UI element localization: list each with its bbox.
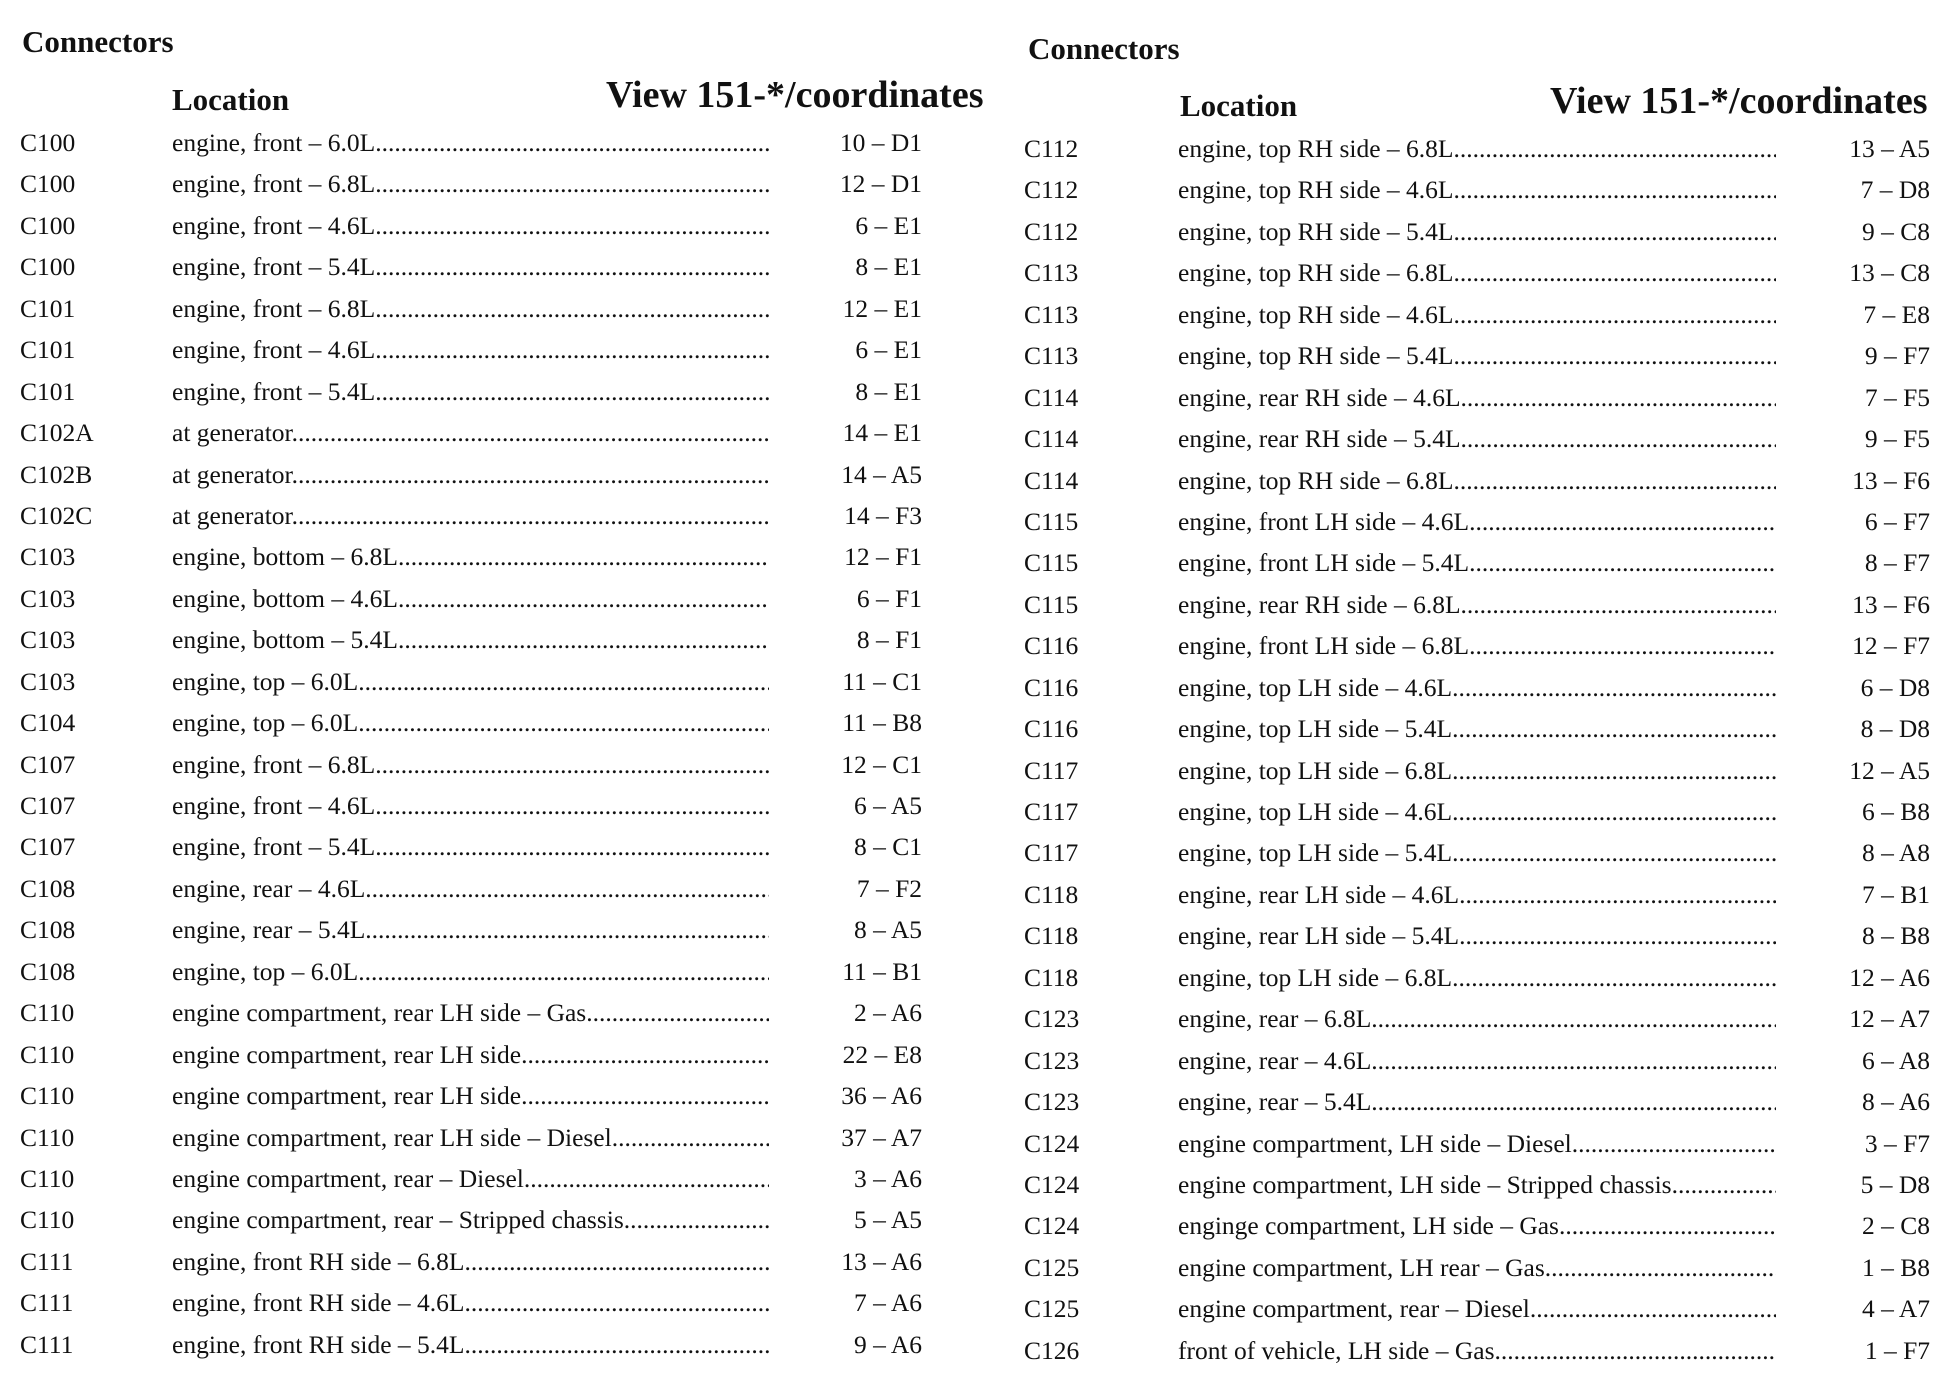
table-row bbox=[1010, 1336, 1938, 1377]
table-row bbox=[0, 418, 990, 459]
connector-id: C110 bbox=[20, 1039, 75, 1069]
table-row bbox=[0, 501, 990, 542]
connector-location: engine, rear RH side – 4.6L ..... bbox=[1178, 383, 1776, 413]
view-coordinates: 1 – B8 bbox=[1861, 1252, 1930, 1282]
connector-id: C107 bbox=[20, 749, 76, 779]
location-column-header: Location bbox=[172, 82, 290, 117]
connector-id: C114 bbox=[1024, 424, 1079, 454]
table-row bbox=[0, 750, 990, 791]
connector-location: engine, front – 5.4L ..... bbox=[172, 832, 769, 862]
connector-id: C124 bbox=[1024, 1169, 1080, 1199]
connector-id: C110 bbox=[20, 1163, 75, 1193]
table-row bbox=[1010, 383, 1938, 424]
table-row bbox=[1010, 880, 1938, 921]
connector-list bbox=[1010, 134, 1938, 1377]
table-row bbox=[1010, 1211, 1938, 1252]
connector-id: C107 bbox=[20, 832, 76, 862]
view-coordinates: 2 – C8 bbox=[1861, 1211, 1930, 1241]
table-row bbox=[0, 832, 990, 873]
view-coordinates: 12 – A7 bbox=[1849, 1004, 1930, 1034]
connector-id: C124 bbox=[1024, 1211, 1080, 1241]
connector-location: engine, bottom – 6.8L ..... bbox=[172, 542, 769, 572]
view-coordinates: 7 – F2 bbox=[856, 873, 922, 903]
connector-id: C117 bbox=[1024, 797, 1079, 826]
view-coordinates: 13 – A5 bbox=[1849, 134, 1930, 163]
table-row bbox=[1010, 921, 1938, 962]
connector-location: engine, rear – 6.8L ..... bbox=[1178, 1004, 1776, 1034]
connector-id: C110 bbox=[20, 1205, 75, 1235]
connector-id: C114 bbox=[1024, 382, 1079, 412]
connector-location: engine, rear – 4.6L ..... bbox=[172, 874, 769, 904]
table-row bbox=[0, 1288, 990, 1329]
view-coordinates: 8 – F7 bbox=[1864, 548, 1930, 578]
connector-id: C115 bbox=[1024, 506, 1079, 536]
view-coordinates: 13 – F6 bbox=[1852, 589, 1930, 619]
table-row bbox=[0, 128, 990, 169]
table-row bbox=[1010, 217, 1938, 258]
connector-id: C108 bbox=[20, 956, 76, 986]
connector-id: C103 bbox=[20, 625, 76, 655]
connector-id: C101 bbox=[20, 376, 76, 406]
view-coordinates: 8 – E1 bbox=[855, 252, 922, 282]
section-title: Connectors bbox=[1028, 31, 1180, 66]
view-coordinates: 9 – F5 bbox=[1864, 424, 1930, 454]
connector-id: C102B bbox=[20, 459, 93, 489]
connector-location: engine compartment, LH side – Stripped chassis ..... bbox=[1178, 1170, 1776, 1200]
view-coordinates: 8 – C1 bbox=[853, 832, 922, 862]
connector-location: engine compartment, rear LH side – Diesel ..... bbox=[172, 1123, 769, 1153]
table-row bbox=[1010, 507, 1938, 548]
connector-id: C126 bbox=[1024, 1335, 1080, 1365]
connector-id: C111 bbox=[20, 1246, 74, 1276]
connector-id: C112 bbox=[1024, 134, 1079, 163]
connector-id: C114 bbox=[1024, 465, 1079, 495]
view-coordinates: 11 – B8 bbox=[842, 708, 922, 738]
connector-list bbox=[0, 128, 990, 1371]
view-coordinates: 6 – E1 bbox=[855, 210, 922, 240]
view-coordinates: 8 – A6 bbox=[1861, 1087, 1930, 1117]
connector-location: engine, front – 4.6L ..... bbox=[172, 791, 769, 821]
connector-location: engine, rear LH side – 4.6L ..... bbox=[1178, 880, 1776, 910]
connector-location: engine, front RH side – 6.8L ..... bbox=[172, 1247, 769, 1277]
connector-location: engine, rear – 5.4L ..... bbox=[172, 915, 769, 945]
view-coordinates: 8 – A8 bbox=[1861, 838, 1930, 868]
connector-id: C118 bbox=[1024, 921, 1079, 951]
connector-id: C115 bbox=[1024, 589, 1079, 619]
view-coordinates: 10 – D1 bbox=[839, 128, 922, 157]
connector-id: C102A bbox=[20, 418, 94, 448]
view-coordinates: 8 – A5 bbox=[853, 915, 922, 945]
connector-location: enginge compartment, LH side – Gas ..... bbox=[1178, 1211, 1776, 1241]
connector-id: C101 bbox=[20, 293, 76, 323]
view-coordinates: 14 – F3 bbox=[844, 500, 922, 530]
view-coordinates: 12 – D1 bbox=[839, 169, 922, 199]
connector-id: C103 bbox=[20, 583, 76, 613]
connector-id: C104 bbox=[20, 708, 76, 738]
connector-id: C118 bbox=[1024, 962, 1079, 992]
table-row bbox=[1010, 1253, 1938, 1294]
table-row bbox=[1010, 838, 1938, 879]
table-row bbox=[1010, 1294, 1938, 1335]
connector-id: C102C bbox=[20, 500, 93, 530]
view-coordinates: 5 – A5 bbox=[853, 1205, 922, 1235]
connector-id: C110 bbox=[20, 1122, 75, 1152]
connector-location: engine, rear RH side – 6.8L ..... bbox=[1178, 590, 1776, 620]
table-row bbox=[0, 1040, 990, 1081]
view-coordinates: 6 – A5 bbox=[853, 791, 922, 820]
table-row bbox=[0, 998, 990, 1039]
table-row bbox=[0, 957, 990, 998]
connector-id: C117 bbox=[1024, 838, 1079, 868]
connector-location: front of vehicle, LH side – Gas ..... bbox=[1178, 1336, 1776, 1366]
connector-id: C108 bbox=[20, 915, 76, 945]
connector-id: C111 bbox=[20, 1329, 74, 1359]
connector-location: engine, bottom – 4.6L ..... bbox=[172, 584, 769, 614]
connector-location: engine, front LH side – 6.8L ..... bbox=[1178, 631, 1776, 661]
connector-id: C108 bbox=[20, 873, 76, 903]
connector-location: engine, top RH side – 5.4L ..... bbox=[1178, 341, 1776, 371]
table-row bbox=[0, 874, 990, 915]
view-coordinates: 6 – A8 bbox=[1861, 1045, 1930, 1075]
view-coordinates: 3 – F7 bbox=[1864, 1128, 1930, 1158]
table-row bbox=[0, 1205, 990, 1246]
table-row bbox=[1010, 673, 1938, 714]
connector-id: C100 bbox=[20, 128, 76, 157]
connector-location: engine compartment, rear LH side ..... bbox=[172, 1081, 769, 1111]
table-row bbox=[1010, 1170, 1938, 1211]
connector-id: C118 bbox=[1024, 879, 1079, 909]
connector-location: engine, top LH side – 4.6L ..... bbox=[1178, 797, 1776, 827]
connector-location: engine, top LH side – 6.8L ..... bbox=[1178, 963, 1776, 993]
connector-location: engine compartment, LH rear – Gas ..... bbox=[1178, 1253, 1776, 1283]
connector-location: engine, rear – 5.4L ..... bbox=[1178, 1087, 1776, 1117]
connector-location: engine, top LH side – 4.6L ..... bbox=[1178, 673, 1776, 703]
view-coordinates: 13 – A6 bbox=[841, 1246, 922, 1276]
connector-location: engine compartment, LH side – Diesel ..... bbox=[1178, 1129, 1776, 1159]
table-row bbox=[1010, 714, 1938, 755]
view-coordinates: 6 – B8 bbox=[1861, 797, 1930, 826]
connector-id: C125 bbox=[1024, 1252, 1080, 1282]
table-row bbox=[1010, 258, 1938, 299]
connector-location: engine, front – 6.8L ..... bbox=[172, 169, 769, 199]
view-coordinates: 7 – F5 bbox=[1864, 382, 1930, 412]
table-row bbox=[0, 460, 990, 501]
table-row bbox=[1010, 1046, 1938, 1087]
view-coordinates: 14 – E1 bbox=[842, 418, 922, 448]
view-coordinates: 11 – B1 bbox=[842, 956, 922, 986]
connector-location: engine, front LH side – 5.4L ..... bbox=[1178, 548, 1776, 578]
table-row bbox=[0, 625, 990, 666]
view-coordinates: 9 – F7 bbox=[1864, 341, 1930, 371]
connector-location: at generator ..... bbox=[172, 501, 769, 531]
connector-id: C107 bbox=[20, 791, 76, 820]
connector-id: C103 bbox=[20, 542, 76, 572]
connector-id: C117 bbox=[1024, 755, 1079, 785]
view-coordinates: 8 – E1 bbox=[855, 376, 922, 406]
table-row bbox=[0, 584, 990, 625]
connector-location: engine, rear RH side – 5.4L ..... bbox=[1178, 424, 1776, 454]
view-coordinates: 13 – C8 bbox=[1849, 258, 1930, 288]
table-row bbox=[0, 1330, 990, 1371]
connector-id: C125 bbox=[1024, 1294, 1080, 1324]
connector-location: engine, top RH side – 6.8L ..... bbox=[1178, 258, 1776, 288]
connector-location: engine, front – 4.6L ..... bbox=[172, 335, 769, 365]
table-row bbox=[1010, 1004, 1938, 1045]
table-row bbox=[1010, 341, 1938, 382]
table-row bbox=[0, 915, 990, 956]
location-column-header: Location bbox=[1180, 88, 1298, 123]
table-row bbox=[1010, 756, 1938, 797]
connector-location: engine, top RH side – 6.8L ..... bbox=[1178, 134, 1776, 164]
table-row bbox=[1010, 134, 1938, 175]
connector-id: C110 bbox=[20, 1081, 75, 1111]
view-coordinates: 6 – F1 bbox=[856, 583, 922, 613]
view-coordinates: 7 – B1 bbox=[1861, 879, 1930, 909]
view-coordinates: 4 – A7 bbox=[1861, 1294, 1930, 1324]
table-row bbox=[1010, 631, 1938, 672]
connector-id: C101 bbox=[20, 335, 76, 365]
view-coordinates: 8 – D8 bbox=[1860, 714, 1930, 744]
connector-id: C112 bbox=[1024, 175, 1079, 205]
view-coordinates: 11 – C1 bbox=[842, 666, 922, 696]
view-coordinates: 14 – A5 bbox=[841, 459, 922, 489]
connector-location: engine, top – 6.0L ..... bbox=[172, 708, 769, 738]
connector-location: engine, top LH side – 5.4L ..... bbox=[1178, 838, 1776, 868]
connector-id: C110 bbox=[20, 998, 75, 1028]
view-coordinates: 5 – D8 bbox=[1860, 1169, 1930, 1199]
connector-location: engine, rear LH side – 5.4L ..... bbox=[1178, 921, 1776, 951]
connector-id: C123 bbox=[1024, 1087, 1080, 1117]
connector-id: C116 bbox=[1024, 714, 1079, 744]
connector-id: C100 bbox=[20, 210, 76, 240]
view-coordinates: 6 – E1 bbox=[855, 335, 922, 365]
view-coordinates: 2 – A6 bbox=[853, 998, 922, 1028]
table-row bbox=[1010, 424, 1938, 465]
table-row bbox=[0, 335, 990, 376]
table-row bbox=[0, 211, 990, 252]
table-row bbox=[1010, 1087, 1938, 1128]
connector-location: engine, front RH side – 4.6L ..... bbox=[172, 1288, 769, 1318]
connector-id: C124 bbox=[1024, 1128, 1080, 1158]
table-row bbox=[1010, 797, 1938, 838]
connector-location: engine, top – 6.0L ..... bbox=[172, 667, 769, 697]
view-coordinates: 12 – C1 bbox=[841, 749, 922, 779]
connector-location: engine, top – 6.0L ..... bbox=[172, 957, 769, 987]
connector-location: engine, top LH side – 6.8L ..... bbox=[1178, 756, 1776, 786]
connector-id: C100 bbox=[20, 169, 76, 199]
view-coordinates-column-header: View 151-*/coordinates bbox=[1550, 80, 1928, 122]
view-coordinates: 8 – F1 bbox=[856, 625, 922, 655]
connector-location: engine, top RH side – 4.6L ..... bbox=[1178, 175, 1776, 205]
connector-location: engine, front – 6.0L ..... bbox=[172, 128, 769, 158]
table-row bbox=[0, 1247, 990, 1288]
connector-location: engine, front – 5.4L ..... bbox=[172, 377, 769, 407]
connector-location: engine, front – 4.6L ..... bbox=[172, 211, 769, 241]
connector-location: at generator ..... bbox=[172, 460, 769, 490]
view-coordinates: 1 – F7 bbox=[1864, 1335, 1930, 1365]
view-coordinates-column-header: View 151-*/coordinates bbox=[606, 74, 984, 116]
view-coordinates: 36 – A6 bbox=[841, 1081, 922, 1111]
table-row bbox=[1010, 548, 1938, 589]
connector-location: engine compartment, rear LH side ..... bbox=[172, 1040, 769, 1070]
table-row bbox=[1010, 466, 1938, 507]
connector-id: C123 bbox=[1024, 1045, 1080, 1075]
view-coordinates: 6 – F7 bbox=[1864, 506, 1930, 536]
connector-id: C113 bbox=[1024, 258, 1079, 288]
table-row bbox=[0, 1123, 990, 1164]
table-row bbox=[1010, 963, 1938, 1004]
view-coordinates: 9 – C8 bbox=[1861, 216, 1930, 246]
connector-location: engine, rear – 4.6L ..... bbox=[1178, 1046, 1776, 1076]
table-row bbox=[0, 708, 990, 749]
table-row bbox=[0, 169, 990, 210]
view-coordinates: 12 – F7 bbox=[1852, 631, 1930, 661]
section-title: Connectors bbox=[22, 24, 174, 59]
connector-id: C115 bbox=[1024, 548, 1079, 578]
view-coordinates: 12 – F1 bbox=[844, 542, 922, 572]
connector-location: engine, front – 6.8L ..... bbox=[172, 750, 769, 780]
view-coordinates: 37 – A7 bbox=[841, 1122, 922, 1152]
connector-id: C123 bbox=[1024, 1004, 1080, 1034]
connector-id: C116 bbox=[1024, 631, 1079, 661]
table-row bbox=[0, 667, 990, 708]
connector-location: at generator ..... bbox=[172, 418, 769, 448]
connector-location: engine compartment, rear LH side – Gas ..... bbox=[172, 998, 769, 1028]
view-coordinates: 9 – A6 bbox=[853, 1329, 922, 1359]
connector-location: engine, top LH side – 5.4L ..... bbox=[1178, 714, 1776, 744]
connector-id: C111 bbox=[20, 1288, 74, 1318]
connector-location: engine compartment, rear – Diesel ..... bbox=[172, 1164, 769, 1194]
connector-location: engine, top RH side – 4.6L ..... bbox=[1178, 300, 1776, 330]
connector-location: engine, top RH side – 5.4L ..... bbox=[1178, 217, 1776, 247]
connector-id: C116 bbox=[1024, 672, 1079, 702]
view-coordinates: 13 – F6 bbox=[1852, 465, 1930, 495]
view-coordinates: 6 – D8 bbox=[1860, 672, 1930, 702]
view-coordinates: 22 – E8 bbox=[842, 1039, 922, 1069]
view-coordinates: 7 – E8 bbox=[1863, 299, 1930, 329]
view-coordinates: 12 – A6 bbox=[1849, 962, 1930, 992]
connector-location: engine, front – 5.4L ..... bbox=[172, 252, 769, 282]
table-row bbox=[0, 294, 990, 335]
connector-id: C103 bbox=[20, 666, 76, 696]
connector-location: engine, front RH side – 5.4L ..... bbox=[172, 1330, 769, 1360]
table-row bbox=[1010, 1129, 1938, 1170]
connector-id: C100 bbox=[20, 252, 76, 282]
connector-id: C112 bbox=[1024, 216, 1079, 246]
table-row bbox=[1010, 300, 1938, 341]
connector-location: engine, front LH side – 4.6L ..... bbox=[1178, 507, 1776, 537]
view-coordinates: 12 – A5 bbox=[1849, 755, 1930, 785]
connector-location: engine compartment, rear – Diesel ..... bbox=[1178, 1294, 1776, 1324]
connector-location: engine, top RH side – 6.8L ..... bbox=[1178, 466, 1776, 496]
table-row bbox=[0, 791, 990, 832]
connector-id: C113 bbox=[1024, 341, 1079, 371]
connector-location: engine, bottom – 5.4L ..... bbox=[172, 625, 769, 655]
view-coordinates: 7 – A6 bbox=[853, 1288, 922, 1318]
view-coordinates: 7 – D8 bbox=[1860, 175, 1930, 205]
table-row bbox=[0, 1081, 990, 1122]
table-row bbox=[1010, 590, 1938, 631]
table-row bbox=[0, 252, 990, 293]
connector-location: engine, front – 6.8L ..... bbox=[172, 294, 769, 324]
table-row bbox=[1010, 175, 1938, 216]
connector-location: engine compartment, rear – Stripped chassis ..... bbox=[172, 1205, 769, 1235]
table-row bbox=[0, 377, 990, 418]
view-coordinates: 3 – A6 bbox=[853, 1163, 922, 1193]
view-coordinates: 12 – E1 bbox=[842, 293, 922, 323]
table-row bbox=[0, 542, 990, 583]
view-coordinates: 8 – B8 bbox=[1861, 921, 1930, 951]
table-row bbox=[0, 1164, 990, 1205]
connector-id: C113 bbox=[1024, 299, 1079, 329]
